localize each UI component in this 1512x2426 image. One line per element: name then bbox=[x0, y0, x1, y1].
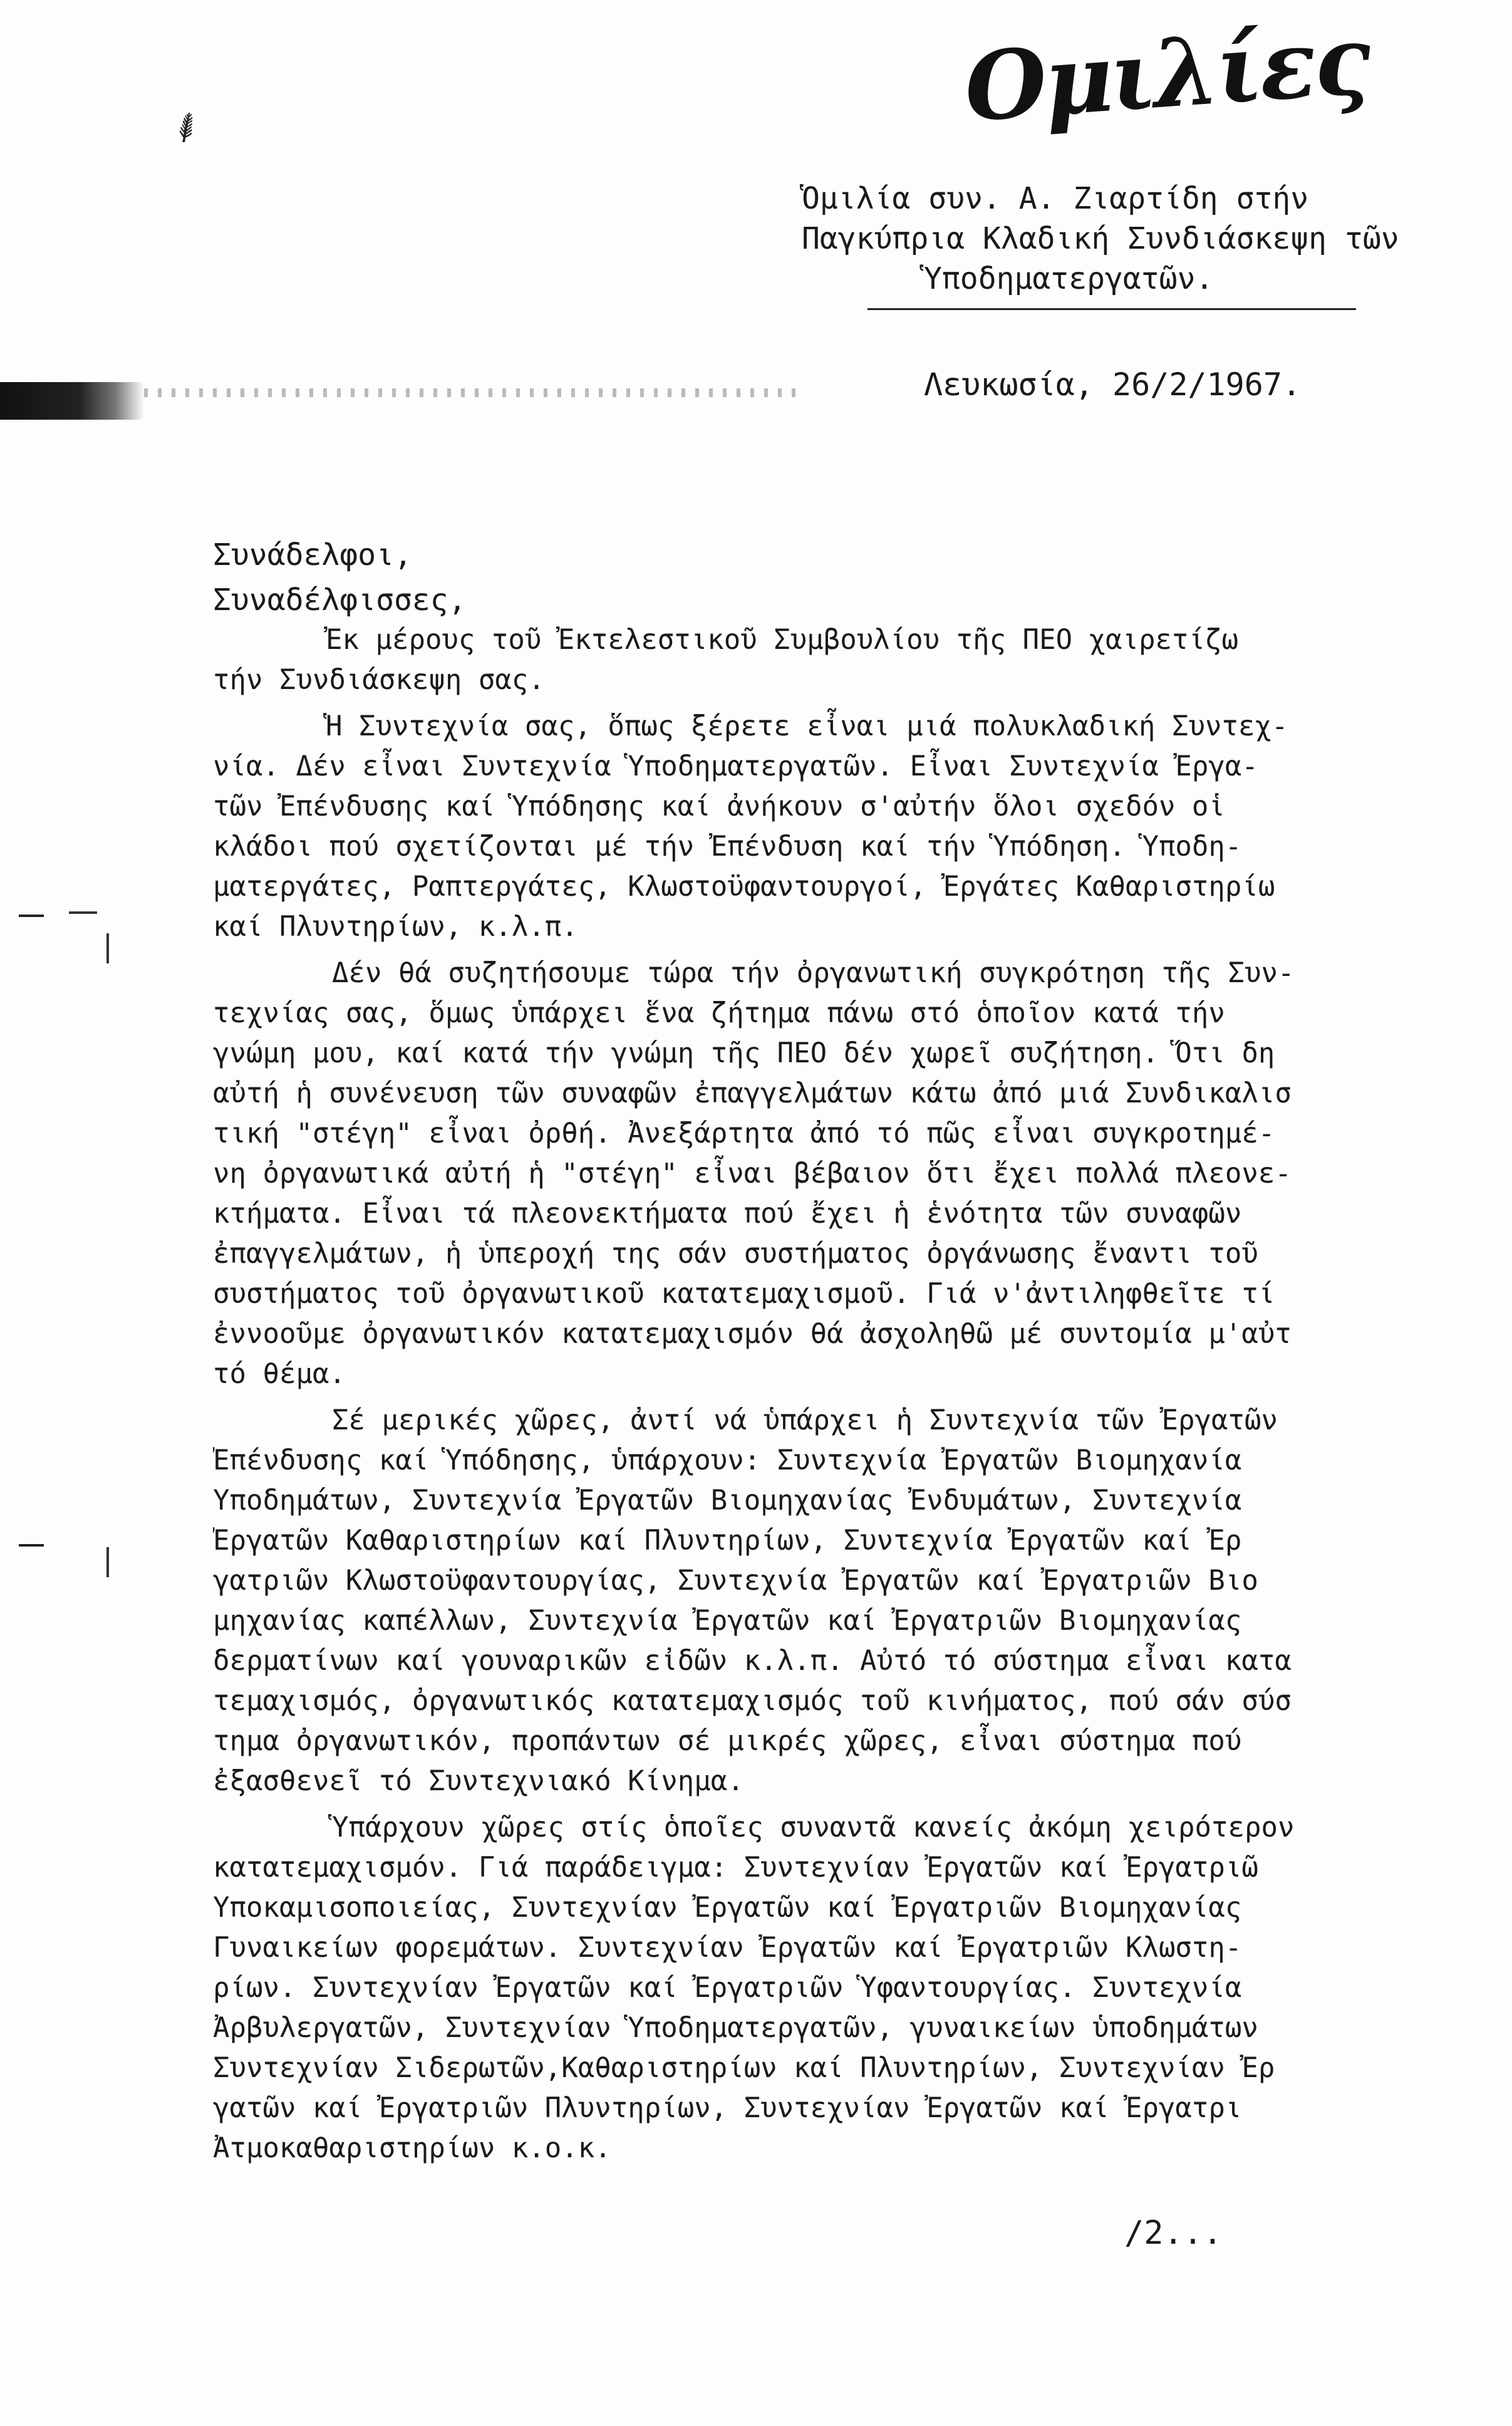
text-line: ἐξασθενεῖ τό Συντεχνιακό Κίνημα. bbox=[213, 1765, 744, 1797]
page-number: /2... bbox=[1124, 2214, 1223, 2252]
text-line: Ἀρβυλεργατῶν, Συντεχνίαν Ὑποδηματεργατῶν, γυναικείων ὑποδημάτων bbox=[213, 2012, 1258, 2044]
handwritten-title: Ομιλίες bbox=[961, 4, 1372, 143]
header-line: Ὑποδηματεργατῶν. bbox=[924, 261, 1214, 296]
text-line: τημα ὀργανωτικόν, προπάντων σέ μικρές χῶρες, εἶναι σύστημα πού bbox=[213, 1725, 1242, 1757]
paragraph bbox=[213, 1808, 1466, 2169]
text-line: Συντεχνίαν Σιδερωτῶν,Καθαριστηρίων καί Πλυντηρίων, Συντεχνίαν Ἐρ bbox=[213, 2052, 1275, 2084]
salutation bbox=[213, 532, 467, 623]
header-line: Παγκύπρια Κλαδική Συνδιάσκεψη τῶν bbox=[802, 221, 1399, 256]
text-line: μηχανίας καπέλλων, Συντεχνία Ἐργατῶν καί Ἐργατριῶν Βιομηχανίας bbox=[213, 1605, 1242, 1637]
text-line: κατατεμαχισμόν. Γιά παράδειγμα: Συντεχνίαν Ἐργατῶν καί Ἐργατριῶ bbox=[213, 1852, 1258, 1884]
paragraph bbox=[213, 707, 1466, 947]
text-line: Ἡ Συντεχνία σας, ὅπως ξέρετε εἶναι μιά πολυκλαδική Συντεχ- bbox=[326, 710, 1288, 742]
text-line: νη ὀργανωτικά αὐτή ἡ "στέγη" εἶναι βέβαιον ὅτι ἔχει πολλά πλεονε- bbox=[213, 1158, 1292, 1190]
text-line: Ἐκ μέρους τοῦ Ἐκτελεστικοῦ Συμβουλίου τῆς ΠΕΟ χαιρετίζω bbox=[326, 624, 1238, 656]
text-line: καί Πλυντηρίων, κ.λ.π. bbox=[213, 911, 578, 943]
text-line: αὐτή ἡ συνένευση τῶν συναφῶν ἐπαγγελμάτων κάτω ἀπό μιά Συνδικαλισ bbox=[213, 1077, 1292, 1109]
text-line: Ἀτμοκαθαριστηρίων κ.ο.κ. bbox=[213, 2132, 611, 2164]
text-line: Σέ μερικές χῶρες, ἀντί νά ὑπάρχει ἡ Συντεχνία τῶν Ἐργατῶν bbox=[332, 1404, 1278, 1436]
document-header bbox=[802, 179, 1399, 299]
text-line: Ὑποδημάτων, Συντεχνία Ἐργατῶν Βιομηχανίας Ἐνδυμάτων, Συντεχνία bbox=[213, 1485, 1242, 1516]
margin-mark bbox=[106, 933, 109, 963]
text-line: ρίων. Συντεχνίαν Ἐργατῶν καί Ἐργατριῶν Ὑφαντουργίας. Συντεχνία bbox=[213, 1972, 1242, 2004]
margin-mark bbox=[106, 1547, 109, 1577]
margin-mark bbox=[69, 911, 97, 914]
text-line: τῶν Ἐπένδυσης καί Ὑπόδησης καί ἀνήκουν σ'αὐτήν ὅλοι σχεδόν οἱ bbox=[213, 791, 1225, 822]
salutation-line: Συνάδελφοι, bbox=[213, 537, 412, 573]
paragraph bbox=[213, 1401, 1466, 1801]
text-line: συστήματος τοῦ ὀργανωτικοῦ κατατεμαχισμοῦ. Γιά ν'ἀντιληφθεῖτε τί bbox=[213, 1278, 1275, 1310]
scan-artifact-tick bbox=[19, 1544, 44, 1547]
text-line: τήν Συνδιάσκεψη σας. bbox=[213, 664, 545, 696]
header-divider bbox=[867, 308, 1356, 310]
text-line: τεμαχισμός, ὀργανωτικός κατατεμαχισμός τοῦ κινήματος, πού σάν σύσ bbox=[213, 1685, 1292, 1717]
text-line: γνώμη μου, καί κατά τήν γνώμη τῆς ΠΕΟ δέν χωρεῖ συζήτηση. Ὅτι δη bbox=[213, 1037, 1275, 1069]
text-line: Ὑπάρχουν χῶρες στίς ὁποῖες συναντᾶ κανείς ἀκόμη χειρότερον bbox=[332, 1812, 1295, 1843]
text-line: τό θέμα. bbox=[213, 1358, 346, 1390]
text-line: τική "στέγη" εἶναι ὀρθή. Ἀνεξάρτητα ἀπό τό πῶς εἶναι συγκροτημέ- bbox=[213, 1117, 1275, 1149]
text-line: γατριῶν Κλωστοϋφαντουργίας, Συντεχνία Ἐργατῶν καί Ἐργατριῶν Βιο bbox=[213, 1565, 1258, 1597]
text-line: κλάδοι πού σχετίζονται μέ τήν Ἐπένδυση καί τήν Ὑπόδηση. Ὑποδη- bbox=[213, 831, 1242, 863]
text-line: Δέν θά συζητήσουμε τώρα τήν ὀργανωτική συγκρότηση τῆς Συν- bbox=[332, 957, 1295, 989]
text-line: νία. Δέν εἶναι Συντεχνία Ὑποδηματεργατῶν. Εἶναι Συντεχνία Ἐργα- bbox=[213, 750, 1258, 782]
document-body bbox=[213, 620, 1466, 2175]
text-line: ἐννοοῦμε ὀργανωτικόν κατατεμαχισμόν θά ἀσχοληθῶ μέ συντομία μ'αὐτ bbox=[213, 1318, 1292, 1350]
text-line: γατῶν καί Ἐργατριῶν Πλυντηρίων, Συντεχνίαν Ἐργατῶν καί Ἐργατρι bbox=[213, 2092, 1242, 2124]
text-line: κτήματα. Εἶναι τά πλεονεκτήματα πού ἔχει ἡ ἑνότητα τῶν συναφῶν bbox=[213, 1198, 1242, 1230]
header-line: Ὁμιλία συν. Α. Ζιαρτίδη στήν bbox=[802, 181, 1309, 216]
ink-smudge-icon: ⸙ bbox=[162, 96, 210, 156]
document-date: Λευκωσία, 26/2/1967. bbox=[924, 366, 1302, 403]
text-line: δερματίνων καί γουναρικῶν εἰδῶν κ.λ.π. Αὐτό τό σύστημα εἶναι κατα bbox=[213, 1645, 1292, 1677]
text-line: ματεργάτες, Ραπτεργάτες, Κλωστοϋφαντουργοί, Ἐργάτες Καθαριστηρίω bbox=[213, 871, 1275, 903]
scan-artifact-dots bbox=[144, 388, 802, 397]
paragraph bbox=[213, 953, 1466, 1394]
text-line: Γυναικείων φορεμάτων. Συντεχνίαν Ἐργατῶν καί Ἐργατριῶν Κλωστη- bbox=[213, 1932, 1242, 1964]
text-line: ἐπαγγελμάτων, ἡ ὑπεροχή της σάν συστήματος ὀργάνωσης ἔναντι τοῦ bbox=[213, 1238, 1258, 1270]
scan-artifact-bar bbox=[0, 382, 144, 420]
text-line: Ὑποκαμισοποιείας, Συντεχνίαν Ἐργατῶν καί Ἐργατριῶν Βιομηχανίας bbox=[213, 1892, 1242, 1924]
text-line: τεχνίας σας, ὅμως ὑπάρχει ἕνα ζήτημα πάνω στό ὁποῖον κατά τήν bbox=[213, 997, 1225, 1029]
scan-artifact-tick bbox=[19, 915, 44, 917]
text-line: Ἐργατῶν Καθαριστηρίων καί Πλυντηρίων, Συντεχνία Ἐργατῶν καί Ἐρ bbox=[213, 1525, 1242, 1557]
paragraph bbox=[213, 620, 1466, 700]
salutation-line: Συναδέλφισσες, bbox=[213, 583, 467, 618]
text-line: Ἐπένδυσης καί Ὑπόδησης, ὑπάρχουν: Συντεχνία Ἐργατῶν Βιομηχανία bbox=[213, 1444, 1242, 1476]
